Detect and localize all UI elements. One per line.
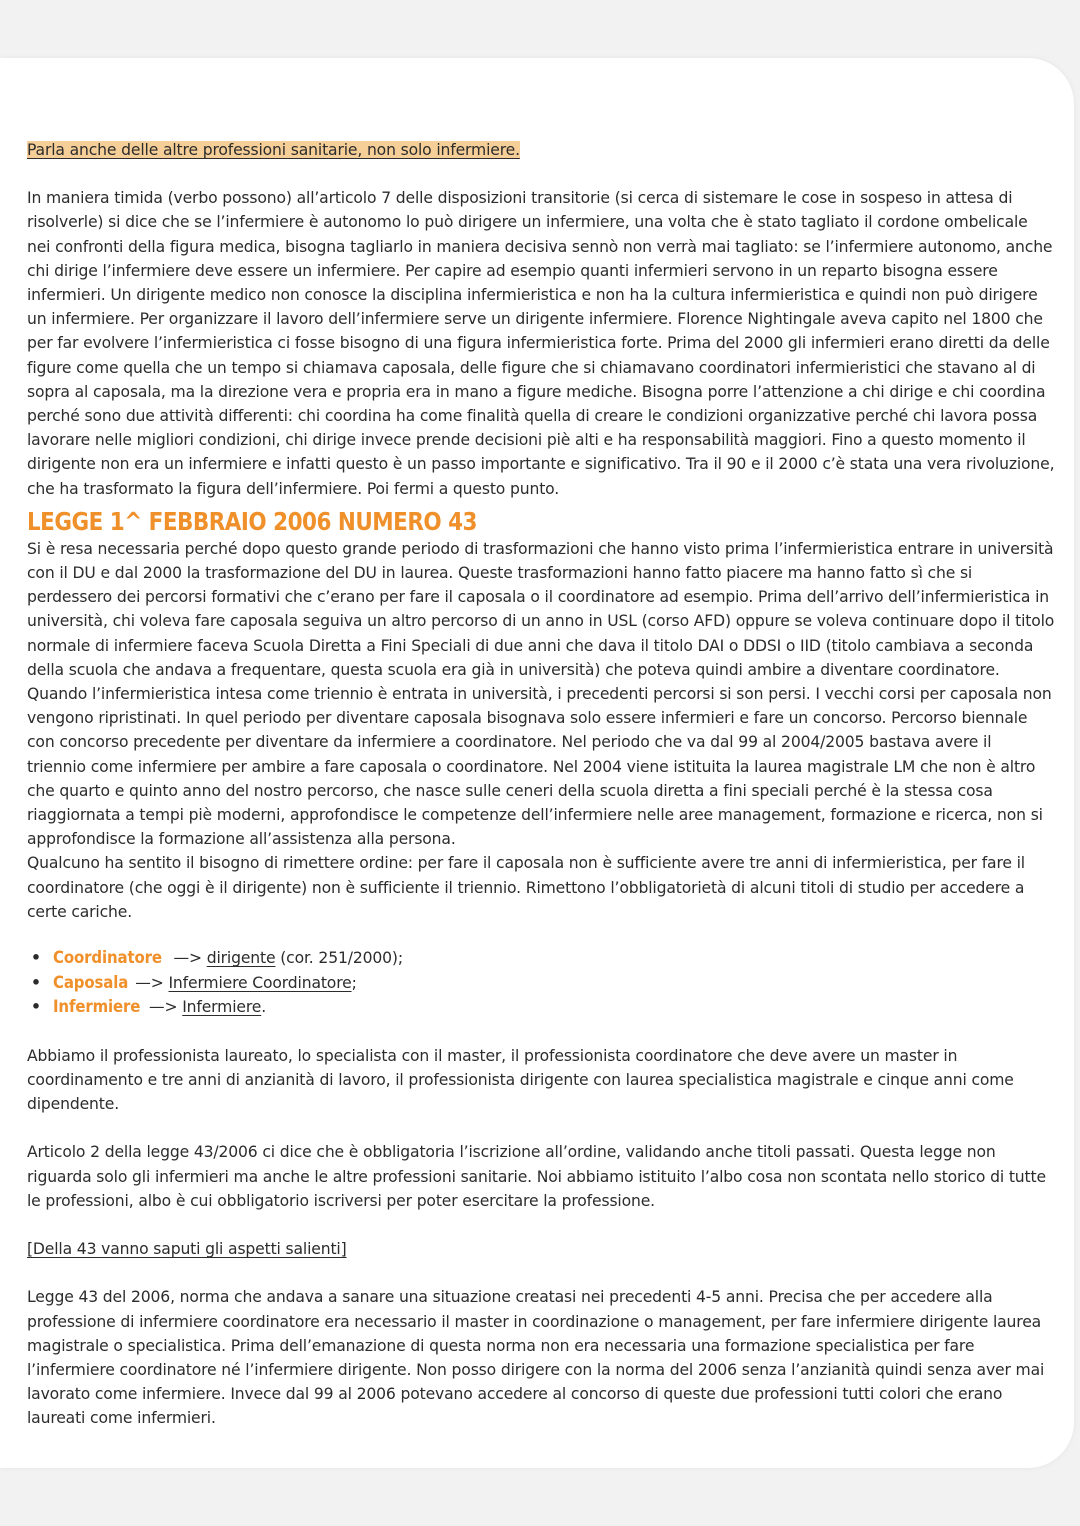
- role-note: (cor. 251/2000);: [275, 949, 403, 968]
- role-arrow: —>: [130, 973, 169, 992]
- role-new: dirigente: [206, 949, 276, 968]
- paragraph-2: Si è resa necessaria perché dopo questo grande periodo di trasformazioni che hanno visto prima l’infermieristica entrare in università con il DU e dal 2000 la trasformazione del DU in laurea. Queste trasformazioni hanno fatto piacere ma hanno fatto sì che si perdessero dei percorsi formativi che c’erano per fare il caposala o il coordinatore ad esempio. Prima dell’arrivo dell’infermieristica in università, chi voleva fare caposala seguiva un altro percorso di un anno in USL (corso AFD) oppure se voleva continuare dopo il titolo normale di infermiere faceva Scuola Diretta a Fini Speciali di due anni che dava il titolo DAI o DDSI o IID (titolo cambiava a seconda della scuola che andava a frequentare, questa scuola era già in università) che poteva quindi ambire a diventare coordinatore. Quando l’infermieristica intesa come triennio è entrata in università, i precedenti percorsi si son persi. I vecchi corsi per caposala non vengono ripristinati. In quel periodo per diventare caposala bisognava solo essere infermieri e fare un concorso. Percorso biennale con concorso precedente per diventare da infermiere a coordinatore. Nel periodo che va dal 99 al 2004/2005 bastava avere il triennio come infermiere per ambire a fare caposala o coordinatore. Nel 2004 viene istituita la laurea magistrale LM che non è altro che quarto e quinto anno del nostro percorso, che nasce sulle ceneri della scuola diretta a fini speciali perché è la stessa cosa riaggiornata a tempi piè moderni, approfondisce le competenze dell’infermiere nelle aree management, formazione e ricerca, non si approfondisce la formazione all’assistenza alla persona.: [27, 539, 1055, 849]
- paragraph-5: Articolo 2 della legge 43/2006 ci dice che è obbligatoria l’iscrizione all’ordine, validando anche titoli passati. Questa legge non riguarda solo gli infermieri ma anche le altre professioni sanitarie. Noi abbiamo istituito l’albo cosa non scontata nello storico di tutte le professioni, albo è cui obbligatorio iscriversi per poter esercitare la professione.: [27, 1143, 1046, 1210]
- role-old: Coordinatore: [53, 948, 162, 969]
- bracket-note: [27, 1237, 1055, 1261]
- bullet-icon: •: [31, 973, 41, 992]
- section-heading: LEGGE 1^ FEBBRAIO 2006 NUMERO 43: [27, 506, 478, 536]
- role-arrow: —>: [144, 998, 183, 1017]
- list-item: [31, 995, 1055, 1020]
- paragraph-1: In maniera timida (verbo possono) all’articolo 7 delle disposizioni transitorie (si cerca di sistemare le cose in sospeso in attesa di risolverle) si dice che se l’infermiere è autonomo lo può dirigere un infermiere, una volta che è stato tagliato il cordone ombelicale nei confronti della figura medica, bisogna tagliarlo in maniera decisiva sennò non verrà mai tagliato: se l’infermiere autonomo, anche chi dirige l’infermiere deve essere un infermiere. Per capire ad esempio quanti infermieri servono in un reparto bisogna essere infermieri. Un dirigente medico non conosce la disciplina infermieristica e non ha la cultura infermieristica e quindi non può dirigere un infermiere. Per organizzare il lavoro dell’infermiere serve un dirigente infermiere. Florence Nightingale aveva capito nel 1800 che per far evolvere l’infermieristica ci fosse bisogno di una figura infermieristica forte. Prima del 2000 gli infermieri erano diretti da delle figure come quella che un tempo si chiamava caposala, delle figure che si chiamavano coordinatori infermieristici che stavano al di sopra al caposala, ma la direzione vera e propria era in mano a figure mediche. Bisogna porre l’attenzione a chi dirige e chi coordina perché sono due attività differenti: chi coordina ha come finalità quella di creare le condizioni organizzative perché chi lavora possa lavorare nelle migliori condizioni, chi dirige invece prende decisioni piè alti e ha responsabilità maggiori. Fino a questo momento il dirigente non era un infermiere e infatti questo è un passo importante e significativo. Tra il 90 e il 2000 c’è stata una vera rivoluzione, che ha trasformato la figura dell’infermiere. Poi fermi a questo punto.: [27, 189, 1055, 498]
- bracket-note-text: [Della 43 vanno saputi gli aspetti salienti]: [27, 1240, 347, 1259]
- role-old: Caposala: [53, 972, 129, 993]
- paragraph-4: Abbiamo il professionista laureato, lo specialista con il master, il professionista coordinatore che deve avere un master in coordinamento e tre anni di anzianità di lavoro, il professionista dirigente con laurea specialistica magistrale e cinque anni come dipendente.: [27, 1046, 1014, 1114]
- list-item: [31, 971, 1055, 996]
- role-new: Infermiere: [182, 998, 262, 1017]
- note-content: [27, 138, 1055, 1431]
- role-arrow: —>: [168, 949, 207, 968]
- paragraph-6: Legge 43 del 2006, norma che andava a sanare una situazione creatasi nei precedenti 4-5 anni. Precisa che per accedere alla professione di infermiere coordinatore era necessario il master in coordinazione o management, per fare infermiere dirigente laurea magistrale o specialistica. Prima dell’emanazione di questa norma non era necessaria una formazione specialistica per fare l’infermiere coordinatore né l’infermiere dirigente. Non posso dirigere con la norma del 2006 senza l’anzianità quindi senza aver mai lavorato come infermiere. Invece dal 99 al 2006 potevano accedere al concorso di queste due professioni tutti colori che erano laureati come infermieri.: [27, 1288, 1045, 1428]
- roles-list: [27, 946, 1055, 1020]
- note-page: [0, 58, 1074, 1468]
- paragraph-3: Qualcuno ha sentito il bisogno di rimettere ordine: per fare il caposala non è sufficiente avere tre anni di infermieristica, per fare il coordinatore (che oggi è il dirigente) non è sufficiente il triennio. Rimettono l’obbligatorietà di alcuni titoli di studio per accedere a certe cariche.: [27, 854, 1025, 921]
- intro-note-text: Parla anche delle altre professioni sanitarie, non solo infermiere.: [27, 141, 520, 159]
- intro-note: [27, 138, 1055, 162]
- bullet-icon: •: [31, 998, 41, 1017]
- role-note: .: [261, 998, 267, 1017]
- role-old: Infermiere: [53, 997, 141, 1018]
- role-note: ;: [351, 973, 357, 992]
- role-new: Infermiere Coordinatore: [168, 973, 352, 992]
- bullet-icon: •: [31, 949, 41, 968]
- list-item: [31, 946, 1055, 971]
